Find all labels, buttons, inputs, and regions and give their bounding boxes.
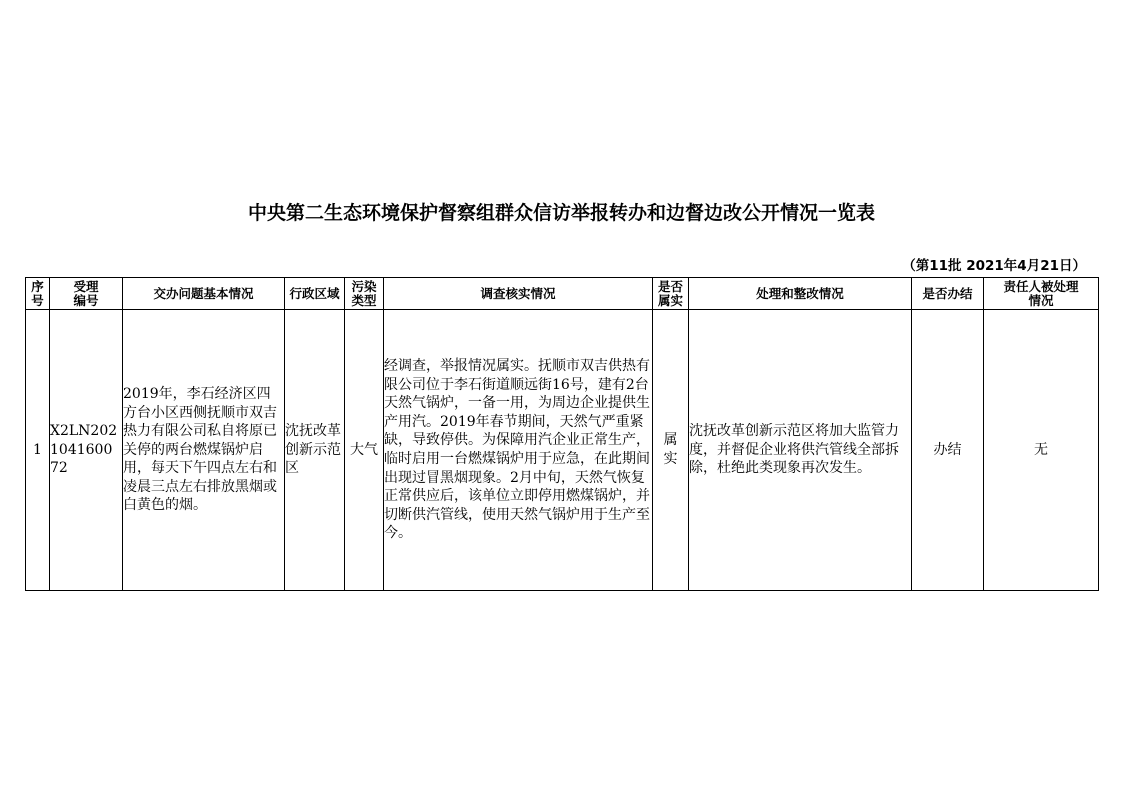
header-id: 受理编号 — [50, 278, 123, 310]
cell-verified: 属实 — [653, 310, 689, 591]
cell-id: X2LN2021041600 72 — [50, 310, 123, 591]
header-district: 行政区域 — [285, 278, 345, 310]
cell-pollution: 大气 — [345, 310, 384, 591]
header-verified: 是否属实 — [653, 278, 689, 310]
cell-investigation: 经调查，举报情况属实。抚顺市双吉供热有限公司位于李石街道顺远街16号，建有2台天然气锅炉，一备一用，为周边企业提供生产用汽。2019年春节期间，天然气严重紧缺，导致停供。为保障用汽企业正常生产，临时启用一台燃煤锅炉用于应急，在此期间出现过冒黑烟现象。2月中旬，天然气恢复正常供应后，该单位立即停用燃煤锅炉，并切断供汽管线，使用天然气锅炉用于生产至今。 — [384, 310, 653, 591]
table-row — [26, 310, 1099, 591]
cell-district: 沈抚改革创新示范区 — [285, 310, 345, 591]
cell-seq: 1 — [26, 310, 50, 591]
header-pollution: 污染类型 — [345, 278, 384, 310]
header-accountability: 责任人被处理情况 — [984, 278, 1099, 310]
header-seq: 序号 — [26, 278, 50, 310]
header-problem: 交办问题基本情况 — [123, 278, 285, 310]
header-investigation: 调查核实情况 — [384, 278, 653, 310]
header-handling: 处理和整改情况 — [689, 278, 912, 310]
batch-date: （第11批 2021年4月21日） — [902, 258, 1086, 274]
page-title: 中央第二生态环境保护督察组群众信访举报转办和边督边改公开情况一览表 — [247, 202, 875, 224]
cell-handling: 沈抚改革创新示范区将加大监管力度，并督促企业将供汽管线全部拆除，杜绝此类现象再次发生。 — [689, 310, 912, 591]
cell-problem: 2019年，李石经济区四方台小区西侧抚顺市双吉热力有限公司私自将原已关停的两台燃煤锅炉启用，每天下午四点左右和凌晨三点左右排放黑烟或白黄色的烟。 — [123, 310, 285, 591]
report-table — [25, 277, 1099, 591]
header-closed: 是否办结 — [912, 278, 984, 310]
table-header-row — [26, 278, 1099, 310]
cell-accountability: 无 — [984, 310, 1099, 591]
cell-closed: 办结 — [912, 310, 984, 591]
